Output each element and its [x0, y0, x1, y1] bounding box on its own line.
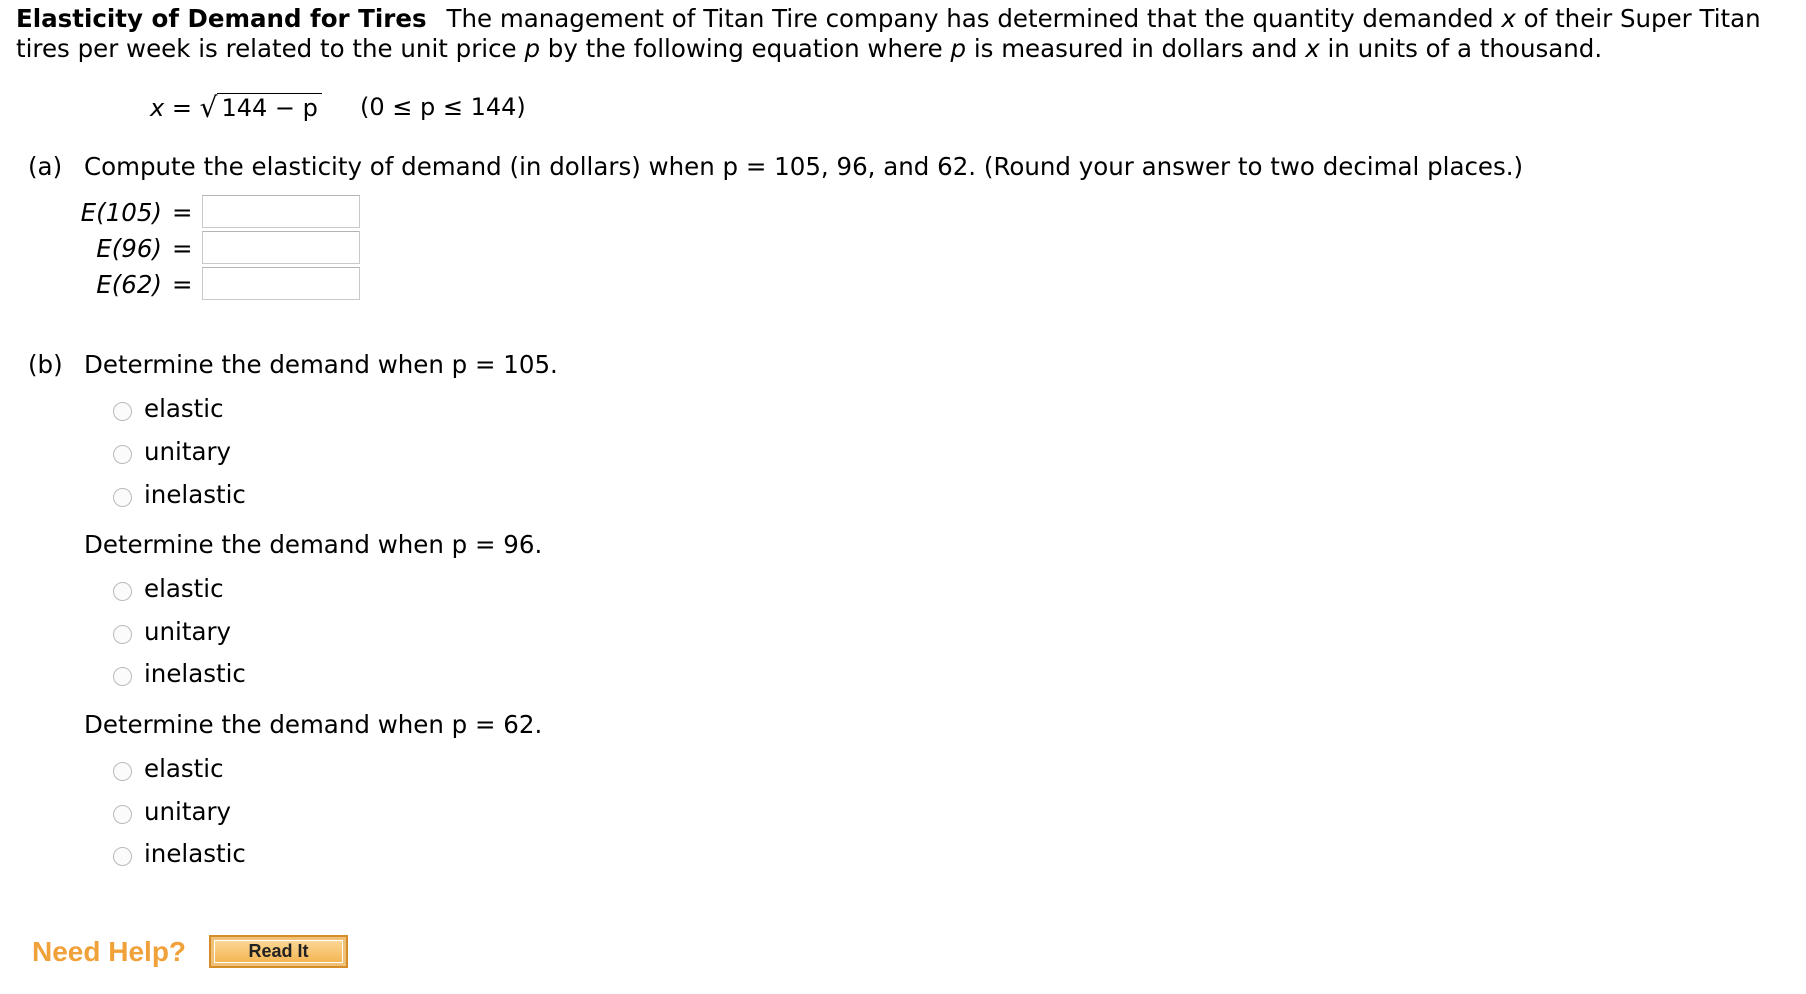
option-label: inelastic	[144, 659, 246, 688]
part-a-label: (a)	[28, 152, 63, 181]
option-label: unitary	[144, 617, 232, 646]
option-label: unitary	[144, 437, 232, 466]
e96-equals: =	[172, 234, 193, 263]
read-it-label: Read It	[214, 940, 343, 963]
part-a-question: Compute the elasticity of demand (in dollars) when p = 105, 96, and 62. (Round your answer to two decimal places.)	[84, 152, 1524, 181]
radio-button[interactable]	[113, 762, 132, 781]
e96-input[interactable]	[202, 231, 360, 264]
equation-constraint: (0 ≤ p ≤ 144)	[360, 93, 526, 121]
e105-label: E(105)	[80, 198, 162, 227]
demand-equation	[150, 92, 322, 123]
part-b-label: (b)	[28, 350, 63, 379]
e105-input[interactable]	[202, 195, 360, 228]
equation-lhs: x	[150, 94, 165, 122]
e62-equals: =	[172, 270, 193, 299]
demand-question-p96: Determine the demand when p = 96.	[84, 530, 543, 559]
intro-var-x: x	[1501, 4, 1516, 33]
intro-var-p: p	[950, 34, 967, 63]
problem-intro	[16, 4, 1796, 64]
option-label: unitary	[144, 797, 232, 826]
intro-var-x: x	[1305, 34, 1320, 63]
radio-button[interactable]	[113, 445, 132, 464]
need-help-heading: Need Help?	[32, 936, 187, 967]
equation-equals: =	[171, 94, 192, 122]
radio-button[interactable]	[113, 582, 132, 601]
intro-text: of their Super Titan tires per week is related to the unit price	[16, 4, 1761, 63]
intro-text: in units of a thousand.	[1319, 34, 1603, 63]
radio-button[interactable]	[113, 402, 132, 421]
intro-text: is measured in dollars and	[966, 34, 1306, 63]
read-it-button[interactable]	[209, 935, 348, 968]
intro-var-p: p	[524, 34, 540, 63]
option-label: elastic	[144, 394, 224, 423]
e62-input[interactable]	[202, 267, 360, 300]
problem-title: Elasticity of Demand for Tires	[16, 4, 427, 33]
equation-radicand: 144 − p	[217, 93, 321, 122]
e96-label: E(96)	[96, 234, 162, 263]
option-label: elastic	[144, 574, 224, 603]
radio-button[interactable]	[113, 847, 132, 866]
demand-question-p62: Determine the demand when p = 62.	[84, 710, 543, 739]
e62-label: E(62)	[96, 270, 162, 299]
option-label: inelastic	[144, 480, 246, 509]
e105-equals: =	[172, 198, 193, 227]
sqrt-icon: √	[199, 91, 218, 124]
intro-text: by the following equation where	[540, 34, 951, 63]
option-label: inelastic	[144, 839, 246, 868]
radio-button[interactable]	[113, 625, 132, 644]
radio-button[interactable]	[113, 805, 132, 824]
intro-text: The management of Titan Tire company has determined that the quantity demanded	[446, 4, 1502, 33]
demand-question-p105: Determine the demand when p = 105.	[84, 350, 558, 379]
radio-button[interactable]	[113, 667, 132, 686]
option-label: elastic	[144, 754, 224, 783]
radio-button[interactable]	[113, 488, 132, 507]
